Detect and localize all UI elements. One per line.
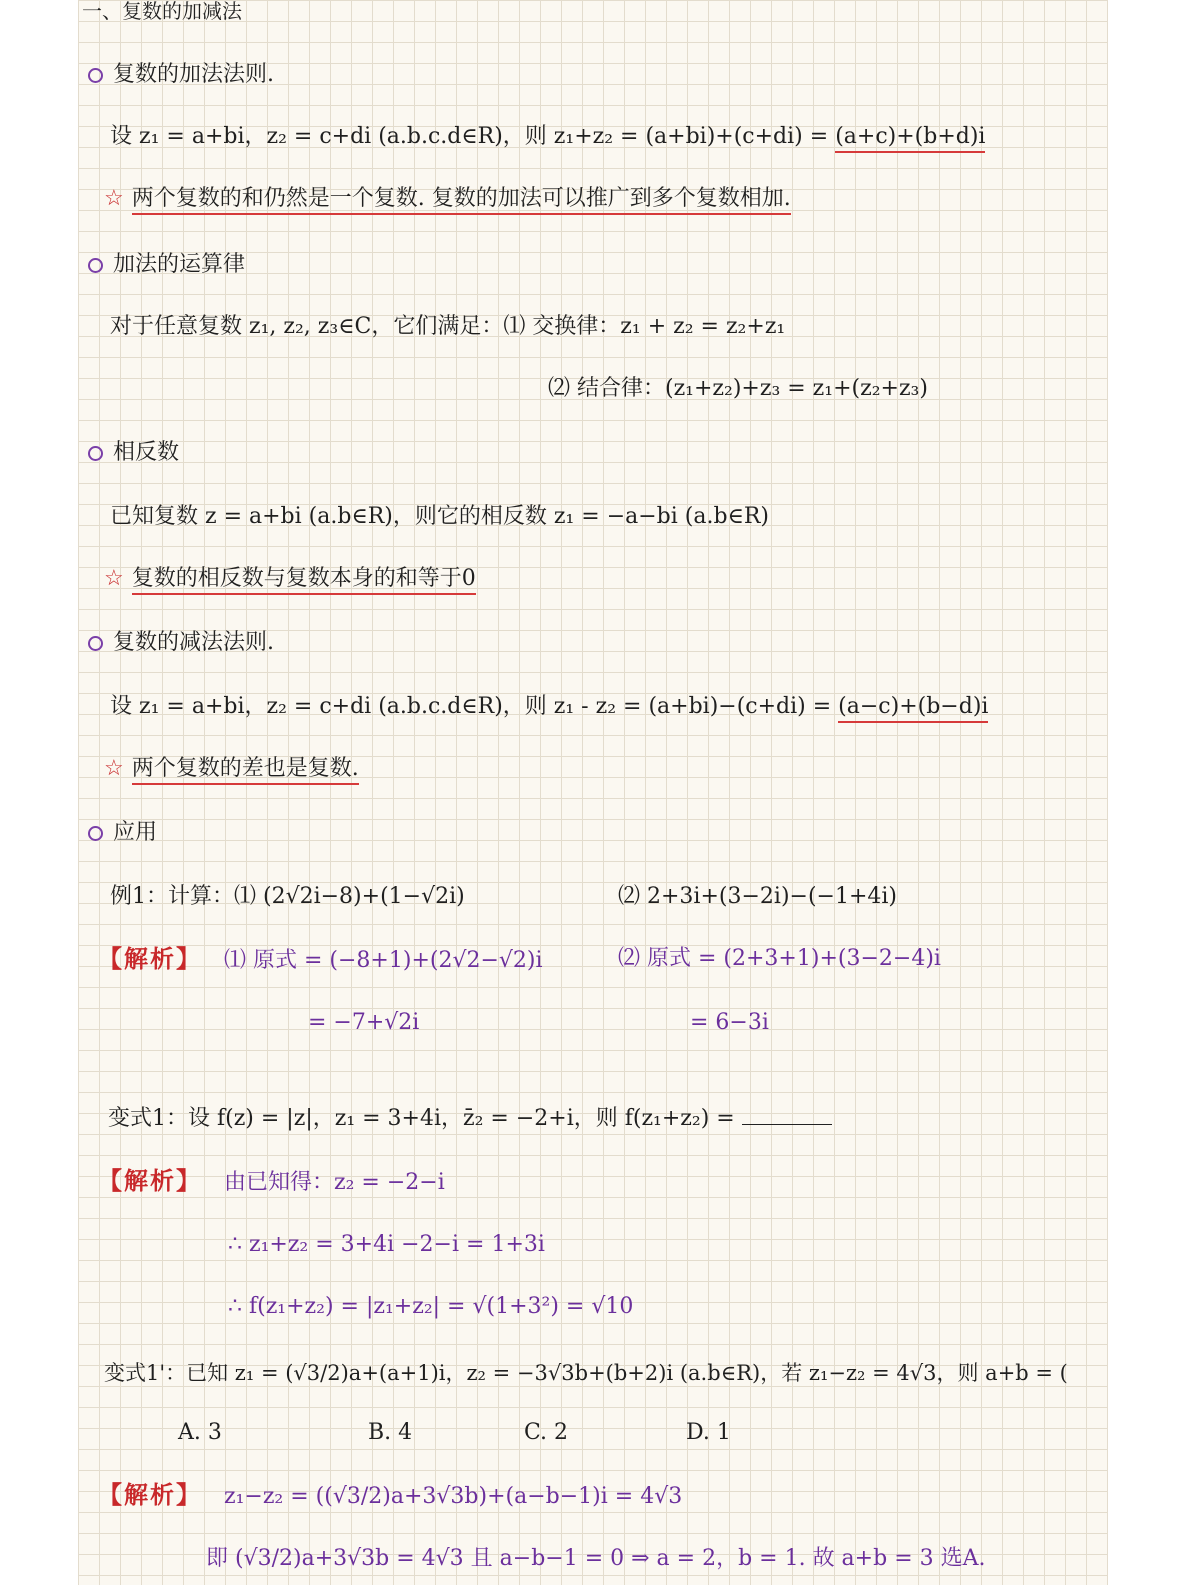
sub-rule-note [104, 754, 359, 784]
variant1b-sol1: z₁−z₂ = ((√3/2)a+3√3b)+(a−b−1)i = 4√3 [224, 1484, 683, 1509]
variant1-sol2: ∴ z₁+z₂ = 3+4i −2−i = 1+3i [228, 1232, 545, 1257]
star-icon: ☆ [104, 186, 124, 211]
sub-rule-formula-main: 设 z₁ = a+bi，z₂ = c+di (a.b.c.d∈R)，则 z₁ - z₂ = (a+bi)−(c+di) = [110, 694, 839, 719]
variant1b-sol2: 即 (√3/2)a+3√3b = 4√3 且 a−b−1 = 0 ⇒ a = 2，b = 1. 故 a+b = 3 选A. [206, 1546, 986, 1571]
variant1b-question: 变式1'：已知 z₁ = (√3/2)a+(a+1)i，z₂ = −3√3b+(b+2)i (a.b∈R)，若 z₁−z₂ = 4√3，则 a+b = ( [104, 1361, 1068, 1385]
bullet-circle-icon [88, 446, 103, 461]
example1-analysis [98, 944, 543, 976]
variant1-question [108, 1104, 832, 1134]
bullet-circle-icon [88, 258, 103, 273]
section-heading-laws [88, 250, 245, 280]
bullet-circle-icon [88, 826, 103, 841]
opposite-line: 已知复数 z = a+bi (a.b∈R)，则它的相反数 z₁ = −a−bi (a.b∈R) [110, 504, 770, 529]
example1-ans1-line1: ⑴ 原式 = (−8+1)+(2√2−√2)i [224, 948, 543, 973]
add-rule-formula-result: (a+c)+(b+d)i [835, 124, 985, 153]
page-title: 一、复数的加减法 [82, 0, 242, 23]
example1-ans1-line2: = −7+√2i [308, 1010, 420, 1035]
section-heading-add-rule [88, 60, 274, 90]
variant1-analysis [98, 1166, 445, 1198]
choice-d: D. 1 [686, 1420, 731, 1445]
section-heading-sub-rule [88, 628, 274, 658]
variant1-sol1: 由已知得：z₂ = −2−i [224, 1170, 445, 1195]
variant1-sol3: ∴ f(z₁+z₂) = |z₁+z₂| = √(1+3²) = √10 [228, 1294, 634, 1319]
example1-ans2-line1: ⑵ 原式 = (2+3+1)+(3−2−4)i [618, 946, 941, 971]
choice-b: B. 4 [368, 1420, 413, 1445]
sub-rule-formula-result: (a−c)+(b−d)i [838, 694, 988, 723]
add-rule-note [104, 184, 791, 214]
application-heading: 应用 [113, 820, 158, 845]
star-icon: ☆ [104, 756, 124, 781]
variant1-text: 变式1：设 f(z) = |z|，z₁ = 3+4i，z̄₂ = −2+i，则 f(z₁+z₂) = [108, 1106, 742, 1131]
answer-blank [742, 1106, 832, 1125]
add-rule-formula-main: 设 z₁ = a+bi，z₂ = c+di (a.b.c.d∈R)，则 z₁+z₂ = (a+bi)+(c+di) = [110, 124, 836, 149]
choice-a: A. 3 [178, 1420, 222, 1445]
analysis-tag: 【解析】 [98, 944, 202, 973]
analysis-tag: 【解析】 [98, 1480, 202, 1509]
example1-q1: 例1：计算：⑴ (2√2i−8)+(1−√2i) [110, 884, 465, 909]
notebook-page [78, 0, 1108, 1585]
section-heading-opposite [88, 438, 179, 468]
opposite-heading: 相反数 [113, 440, 180, 465]
laws-line2: ⑵ 结合律：(z₁+z₂)+z₃ = z₁+(z₂+z₃) [548, 376, 928, 401]
laws-line1: 对于任意复数 z₁, z₂, z₃∈C，它们满足：⑴ 交换律：z₁ + z₂ = z₂+z₁ [110, 314, 786, 339]
add-rule-formula [110, 122, 985, 152]
variant1b-analysis [98, 1480, 682, 1512]
section-heading-application [88, 818, 157, 848]
opposite-note [104, 564, 476, 594]
add-rule-heading: 复数的加法法则. [113, 62, 274, 87]
sub-rule-heading: 复数的减法法则. [113, 630, 274, 655]
laws-heading: 加法的运算律 [113, 252, 246, 277]
sub-rule-formula [110, 692, 988, 722]
add-rule-note-text: 两个复数的和仍然是一个复数. 复数的加法可以推广到多个复数相加. [132, 186, 791, 215]
star-icon: ☆ [104, 566, 124, 591]
bullet-circle-icon [88, 636, 103, 651]
analysis-tag: 【解析】 [98, 1166, 202, 1195]
example1-q2: ⑵ 2+3i+(3−2i)−(−1+4i) [618, 884, 898, 909]
example1-ans2-line2: = 6−3i [690, 1010, 769, 1035]
opposite-note-text: 复数的相反数与复数本身的和等于0 [132, 566, 476, 595]
choice-c: C. 2 [524, 1420, 569, 1445]
sub-rule-note-text: 两个复数的差也是复数. [132, 756, 359, 785]
bullet-circle-icon [88, 68, 103, 83]
